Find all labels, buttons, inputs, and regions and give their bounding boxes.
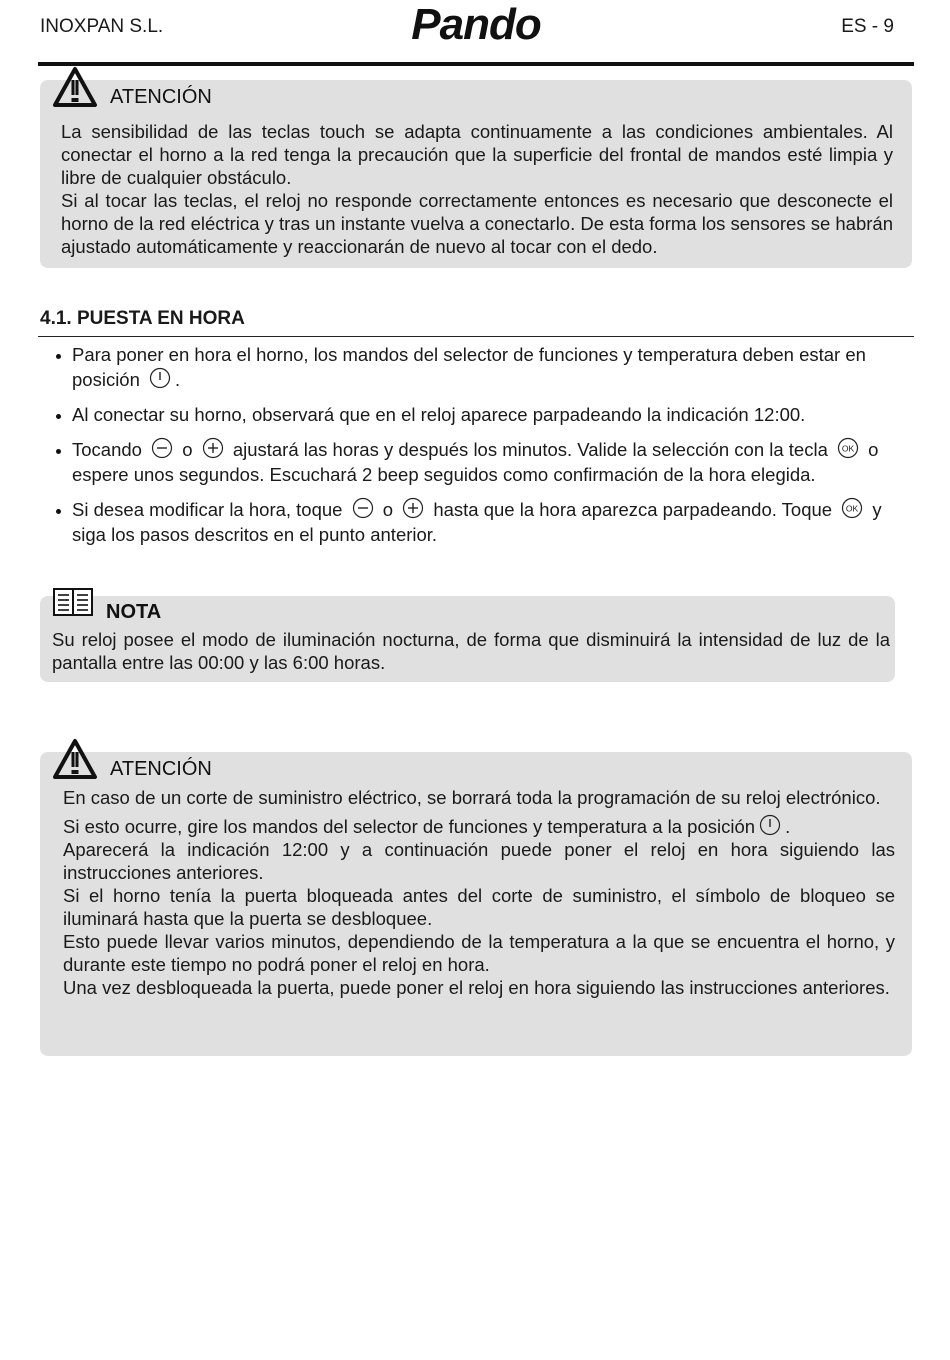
note-title: NOTA [106, 601, 162, 623]
svg-text:OK: OK [846, 503, 859, 514]
attention-text-1 [61, 120, 893, 258]
attention-text: Si esto ocurre, gire los mandos del selector de funciones y temperatura a la posición [63, 816, 756, 837]
attention-paragraph: Si el horno tenía la puerta bloqueada antes del corte de suministro, el símbolo de bloqueo se iluminará hasta que la puerta se desbloquee. [63, 885, 895, 929]
ok-button-icon [841, 497, 863, 519]
page-header [38, 0, 914, 66]
ok-button-icon [837, 437, 859, 459]
plus-circle-icon [202, 437, 224, 459]
attention-paragraph: Aparecerá la indicación 12:00 y a continuación puede poner el reloj en hora siguiendo las instrucciones anteriores. [63, 839, 895, 883]
page-number: ES - 9 [841, 16, 894, 37]
brand-logo: Pando [411, 0, 541, 49]
list-item [40, 402, 916, 427]
plus-circle-icon [402, 497, 424, 519]
svg-text:OK: OK [841, 443, 855, 454]
list-item [40, 497, 916, 547]
warning-triangle-icon [52, 738, 98, 780]
warning-triangle-icon [52, 66, 98, 108]
attention-paragraph: Esto puede llevar varios minutos, dependiendo de la temperatura a la que se encuentra el horno, y durante este tiempo no podrá poner el reloj en hora. [63, 931, 895, 975]
minus-circle-icon [151, 437, 173, 459]
attention-title-1: ATENCIÓN [110, 86, 212, 108]
list-item [40, 437, 916, 487]
list-item-text: o [182, 439, 193, 460]
list-item-text: Al conectar su horno, observará que en el reloj aparece parpadeando la indicación 12:00. [72, 404, 806, 425]
list-item-text: . [175, 369, 181, 390]
note-text: Su reloj posee el modo de iluminación nocturna, de forma que disminuirá la intensidad de luz de la pantalla entre las 00:00 y las 6:00 horas. [52, 629, 890, 673]
off-position-icon [149, 367, 171, 389]
attention-paragraph: La sensibilidad de las teclas touch se adapta continuamente a las condiciones ambientales. Al conectar el horno a la red tenga la precaución que la superficie del frontal de mandos esté limpia y libre de cualquier obstáculo. [61, 121, 893, 188]
list-item-text: y siga los pasos descritos en el punto anterior. [72, 499, 882, 545]
list-item-text: o [382, 499, 394, 520]
attention-title-2: ATENCIÓN [110, 758, 212, 780]
list-item [40, 342, 916, 392]
list-item-text: Tocando [72, 439, 142, 460]
company-name: INOXPAN S.L. [40, 16, 164, 37]
off-position-icon [759, 814, 781, 836]
instruction-list [40, 342, 916, 557]
attention-paragraph: En caso de un corte de suministro eléctrico, se borrará toda la programación de su reloj electrónico. [63, 787, 881, 808]
minus-circle-icon [352, 497, 374, 519]
list-item-text: Si desea modificar la hora, toque [72, 499, 343, 520]
attention-text-2 [63, 786, 895, 999]
section-divider [38, 336, 914, 337]
list-item-text: hasta que la hora aparezca parpadeando. Toque [433, 499, 833, 520]
section-title: 4.1. PUESTA EN HORA [40, 308, 245, 329]
attention-paragraph: Si al tocar las teclas, el reloj no responde correctamente entonces es necesario que desconecte el horno de la red eléctrica y tras un instante vuelva a conectarlo. De esta forma los sensores se habrán ajustado automáticamente y reaccionarán de nuevo al tocar con el dedo. [61, 190, 893, 257]
list-item-text: o espere unos segundos. Escuchará 2 beep seguidos como confirmación de la hora elegida. [72, 439, 879, 485]
attention-paragraph [63, 814, 895, 838]
list-item-text: Para poner en hora el horno, los mandos del selector de funciones y temperatura deben estar en posición [72, 344, 866, 390]
book-icon [52, 586, 94, 618]
header-divider [38, 62, 914, 66]
list-item-text: ajustará las horas y después los minutos. Valide la selección con la tecla [232, 439, 828, 460]
attention-text: . [785, 816, 791, 837]
attention-paragraph: Una vez desbloqueada la puerta, puede poner el reloj en hora siguiendo las instrucciones anteriores. [63, 977, 890, 998]
